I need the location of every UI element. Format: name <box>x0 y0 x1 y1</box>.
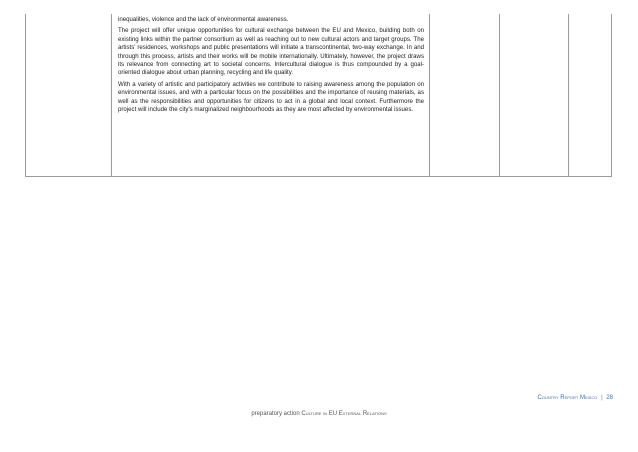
paragraph: inequalities, violence and the lack of environmental awareness. <box>118 16 289 23</box>
column-divider <box>429 14 430 176</box>
document-footer <box>0 411 638 417</box>
report-table <box>25 14 612 177</box>
page-footer-label <box>537 395 613 401</box>
column-divider <box>568 14 569 176</box>
project-description-cell <box>118 16 424 117</box>
action-title: Culture in EU External Relations <box>301 411 387 417</box>
paragraph: The project will offer unique opportunities for cultural exchange between the EU and Mexico, building both on existing links within the partner consortium as well as reaching out to new cultural actors and target groups. The artists' residences, workshops and public presentations will initiate a transcontinental, two-way exchange. In and through this process, artists and their works will be mobile internationally. Ultimately, however, the project draws its relevance from connecting art to societal concerns. Intercultural dialogue is thus compounded by a goal-oriented dialogue about urban planning, recycling and life quality. <box>118 27 424 77</box>
column-divider <box>111 14 112 176</box>
footer-separator: | <box>601 395 603 401</box>
page-number: 28 <box>606 395 613 401</box>
paragraph: With a variety of artistic and participatory activities we contribute to raising awareness among the population on environmental issues, and with a particular focus on the possibilities and the importance of reusing materials, as well as the responsibilities and opportunities for citizens to act in a global and local context. Furthermore the project will include the city's marginalized neighbourhoods as they are most affected by environmental issues. <box>118 80 424 114</box>
action-prefix: preparatory action <box>251 411 302 417</box>
column-divider <box>499 14 500 176</box>
report-label: Country Report Mexico <box>537 395 598 401</box>
